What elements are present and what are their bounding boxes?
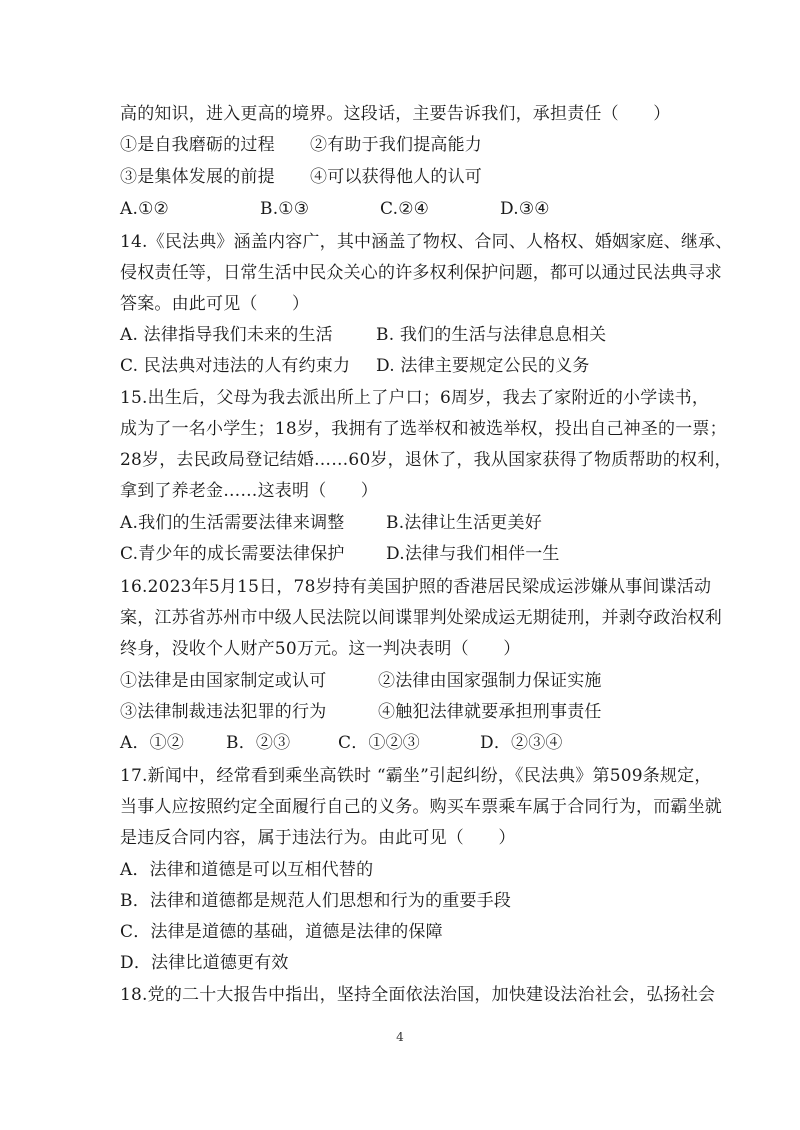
q16-stem-line-1: 16.2023年5月15日，78岁持有美国护照的香港居民梁成运涉嫌从事间谍活动	[120, 577, 712, 597]
q13-option-a: A.①②	[120, 199, 169, 219]
q17-option-d: D．法律比道德更有效	[120, 953, 289, 973]
q15-option-b: B.法律让生活更美好	[386, 513, 542, 533]
q16-option-b: B．②③	[226, 733, 291, 753]
q16-option-a: A．①②	[120, 733, 185, 753]
q15-option-a: A.我们的生活需要法律来调整	[120, 513, 345, 533]
q13-option-b: B.①③	[260, 199, 310, 219]
q14-option-d: D. 法律主要规定公民的义务	[376, 356, 590, 376]
q17-option-a: A．法律和道德是可以互相代替的	[120, 860, 374, 880]
q14-option-b: B. 我们的生活与法律息息相关	[376, 325, 607, 345]
q13-statement-1: ①是自我磨砺的过程	[120, 135, 275, 155]
q13-stem-tail: 高的知识，进入更高的境界。这段话，主要告诉我们，承担责任（ ）	[120, 104, 671, 124]
q13-option-d: D.③④	[500, 199, 550, 219]
q15-stem-line-3: 28岁，去民政局登记结婚……60岁，退休了，我从国家获得了物质帮助的权利，	[120, 450, 732, 470]
q14-stem-line-2: 侵权责任等，日常生活中民众关心的许多权利保护问题，都可以通过民法典寻求	[120, 263, 722, 283]
q15-option-d: D.法律与我们相伴一生	[386, 544, 560, 564]
page-number: 4	[396, 1030, 404, 1044]
q17-stem-line-1: 17.新闻中，经常看到乘坐高铁时 “霸坐”引起纠纷，《民法典》第509条规定，	[120, 766, 712, 786]
q13-statement-4: ④可以获得他人的认可	[310, 167, 482, 187]
q14-option-c: C. 民法典对违法的人有约束力	[120, 356, 351, 376]
q17-stem-line-3: 是违反合同内容，属于违法行为。由此可见（ ）	[120, 828, 516, 848]
q16-statement-4: ④触犯法律就要承担刑事责任	[378, 702, 602, 722]
q17-stem-line-2: 当事人应按照约定全面履行自己的义务。购买车票乘车属于合同行为，而霸坐就	[120, 797, 722, 817]
q16-statement-3: ③法律制裁违法犯罪的行为	[120, 702, 327, 722]
q18-stem-start: 18.党的二十大报告中指出，坚持全面依法治国，加快建设法治社会，弘扬社会	[120, 985, 716, 1005]
q14-stem-line-1: 14.《民法典》涵盖内容广，其中涵盖了物权、合同、人格权、婚姻家庭、继承、	[120, 232, 733, 252]
q17-option-c: C．法律是道德的基础，道德是法律的保障	[120, 922, 443, 942]
q16-stem-line-2: 案，江苏省苏州市中级人民法院以间谍罪判处梁成运无期徒刑，并剥夺政治权利	[120, 608, 722, 628]
q16-stem-line-3: 终身，没收个人财产50万元。这一判决表明（ ）	[120, 639, 521, 659]
q17-option-b: B．法律和道德都是规范人们思想和行为的重要手段	[120, 891, 512, 911]
q15-option-c: C.青少年的成长需要法律保护	[120, 544, 345, 564]
q16-option-d: D．②③④	[480, 733, 563, 753]
q16-statement-1: ①法律是由国家制定或认可	[120, 671, 327, 691]
q16-option-c: C．①②③	[338, 733, 421, 753]
q13-option-c: C.②④	[380, 199, 430, 219]
q15-stem-line-1: 15.出生后，父母为我去派出所上了户口；6周岁，我去了家附近的小学读书，	[120, 388, 710, 408]
q14-stem-line-3: 答案。由此可见（ ）	[120, 294, 310, 314]
q15-stem-line-2: 成为了一名小学生；18岁，我拥有了选举权和被选举权，投出自己神圣的一票；	[120, 419, 727, 439]
q13-statement-3: ③是集体发展的前提	[120, 167, 275, 187]
q14-option-a: A. 法律指导我们未来的生活	[120, 325, 333, 345]
q15-stem-line-4: 拿到了养老金……这表明（ ）	[120, 481, 378, 501]
q13-statement-2: ②有助于我们提高能力	[310, 135, 482, 155]
q16-statement-2: ②法律由国家强制力保证实施	[378, 671, 602, 691]
